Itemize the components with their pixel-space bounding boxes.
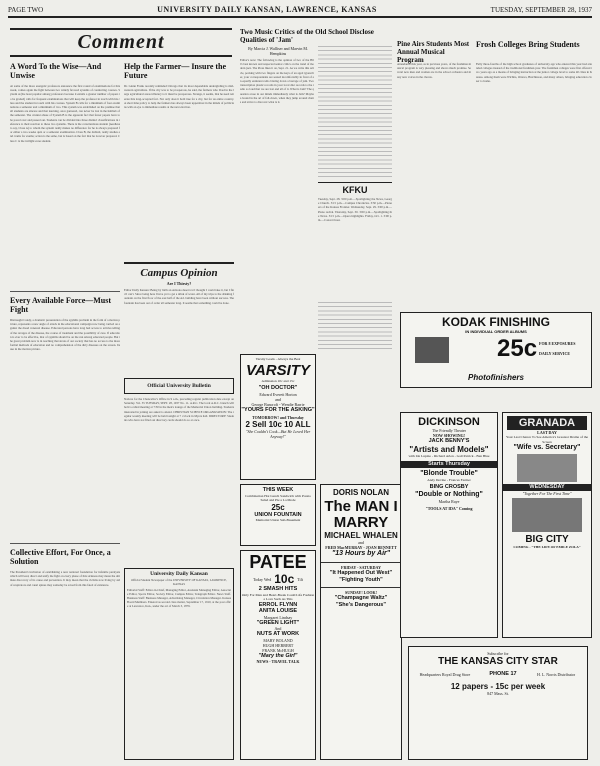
nolan-costar: MICHAEL WHALEN bbox=[324, 531, 398, 540]
varsity-name: VARSITY bbox=[246, 362, 310, 379]
granada-ad bbox=[502, 412, 592, 638]
dickinson-costar: Martha Raye bbox=[438, 498, 460, 504]
masthead-name: University Daily Kansan bbox=[150, 571, 208, 577]
patee-feature4: "Mary the Girl" bbox=[258, 652, 298, 659]
wise-headline: A Word To the Wise—And Unwise bbox=[10, 62, 102, 80]
kodak-photo bbox=[415, 337, 449, 363]
comment-banner bbox=[10, 28, 232, 57]
nolan-feature6: "She's Dangerous" bbox=[336, 601, 386, 608]
bulletin-body: Notices for the Chancellor's Office in 9 a.m., preceding regular publication date except on Saturday. Vol. 35 TUESDAY, SEPT. 28, 1937 No. 11. A.R.C. The local A.R.C. branch will hold a called meeting at 7:30 in the men's lounge of the Memorial Union building. Students interested in joining are asked to attend. CHRISTIAN SCIENCE ORGANIZATION: The regular weekly meeting will be held tonight at 7 o'clock in Myers hall. DIRECTORY: Students who have not filed out directory cards should do so at once. bbox=[124, 397, 234, 423]
collective-headline: Collective Effort, For Once, a Solution bbox=[10, 548, 111, 566]
patee-star1: ERROL FLYNN bbox=[258, 601, 298, 608]
grades-headline: Every Available Force—Must Fight bbox=[10, 296, 112, 314]
farmer-body: Dr. Glenn Frank recently reminded Chicago that its most dependable undergirding is mid-western agriculture. If the city was to be prosperous, he said, the farmers who lived in the large agricultural areas tributary to it must be prosperous. Strange, it seems, that he need reiterate this long-accepted fact. Not only does it hold true for a city, but for an entire country. A short time policy to help the farmers has always been uppermost in the minds of politicians with an eye to immediate results at the next election. bbox=[124, 84, 234, 110]
nolan-feature: The MAN I MARRY bbox=[324, 498, 398, 531]
nolan-feature5: "Champagne Waltz" bbox=[334, 595, 388, 601]
granada-studio: BIG CITY bbox=[525, 533, 569, 545]
nolan-sunday: SUNDAY! LOOK! bbox=[321, 587, 401, 595]
star-agent: H. L. Norris Distributor bbox=[536, 671, 576, 677]
nolan-feature4: "Fighting Youth" bbox=[339, 576, 383, 583]
varsity-admission: Admission 10c and 15c bbox=[261, 379, 295, 383]
comment-title: Comment bbox=[77, 31, 165, 53]
varsity-tag: Varsity Leads - Always the Best bbox=[255, 357, 301, 361]
varsity-star: Edward Everett Horton bbox=[259, 391, 297, 397]
kfku-title: KFKU bbox=[342, 185, 368, 195]
dickinson-tag: The Friendly Theater bbox=[432, 428, 466, 433]
star-title: THE KANSAS CITY STAR bbox=[438, 656, 558, 667]
dickinson-ad bbox=[400, 412, 498, 638]
masthead-box bbox=[124, 568, 234, 760]
music-body: Editor's note: The following is the opinion of two of the Hill's best known and respected senior critics on the trend of modern jazz. The Press likes it on, Sept. 21. As we write this article, pecking with two fingers on the keys of an aged typewriter, your correspondents are seated incomfortably in front of an equally endurant radio blaring down a barrage of jam. Two transcription plastic records in your local disc records to the radio so loud that we are lost and all of it. What is Jam? The question arose in our minds immediately what is Jam? Maybe a bound in the art of fall-down, when they jump around chairs and strive to discover what is it. bbox=[240, 58, 314, 105]
campus-opinion-banner bbox=[124, 262, 234, 282]
granada-wed: WEDNESDAY bbox=[503, 484, 591, 491]
star-phone: PHONE 17 bbox=[489, 671, 517, 677]
patee-feature3: NUTS AT WORK bbox=[256, 631, 300, 637]
kodak-brand: Photofinishers bbox=[467, 373, 524, 382]
kodak-ad bbox=[400, 312, 592, 388]
patee-star6: FRANK McHUGH bbox=[262, 647, 294, 653]
bulletin-title: Official University Bulletin bbox=[147, 382, 211, 389]
nolan-feature3: "It Happened Out West" bbox=[329, 570, 393, 576]
grades-body: Distraught Candy, a dramatic presentation of the syphilis problem in the form of a motion picture, represents a new angle of attack in the educational campaign now being carried on against the dread venereal disease. Educated persons have long had access to articles telling of the ravages of the disease, the course of treatment and the possibility of cure. If education is ever to be effective, that of syphilis should be on the run among educated people. But the great problem now is in reaching that strata of our society that has no access to the more formal methods of education and no comprehension of the dirty diseases on the screen. Its use in the motion picture. bbox=[10, 318, 120, 352]
patee-star2: ANITA LOUISE bbox=[258, 608, 298, 614]
dickinson-now: NOW SHOWING! bbox=[432, 433, 466, 438]
dickinson-coming: "TOOLS AT IDA" Coming bbox=[425, 505, 473, 511]
patee-feature2: "GREEN LIGHT" bbox=[256, 619, 300, 626]
granada-last: Your Last Chance To See America's Greatest Drama of the Screen bbox=[505, 435, 589, 444]
page-number: PAGE TWO bbox=[8, 5, 44, 14]
granada-feature2: "Together For The First Time" bbox=[522, 490, 572, 496]
kfku-body: Tuesday, Sept. 28. 3:00 p.m.—Spotlighting the News, George Church. 3:15 p.m.—Campus Chronicles. 3:30 p.m.—Pioneers of the Kansas Frontier. Wednesday, Sept. 29. 3:00 p.m.—Piano recital. Thursday, Sept. 30. 3:00 p.m.—Spotlighting the News. 3:15 p.m.—Opera highlights. Friday, Oct. 1. 3:00 p.m.—Concert hour. bbox=[318, 197, 392, 223]
issue-date: TUESDAY, SEPTEMBER 28, 1937 bbox=[490, 5, 592, 14]
dickinson-stars: Andy Devine - Frances Farmer bbox=[427, 477, 471, 482]
nolan-friday: FRIDAY - SATURDAY bbox=[321, 562, 401, 570]
varsity-feature2: "YOURS FOR THE ASKING" bbox=[241, 406, 315, 413]
varsity-prices: 2 Sell 10c 10 ALL bbox=[245, 420, 311, 429]
varsity-tomorrow: TOMORROW! and Thursday bbox=[252, 415, 304, 420]
union-price: 25c bbox=[271, 502, 285, 512]
kodak-sub: IN INDIVIDUAL ORDER ALBUMS bbox=[465, 329, 527, 334]
music-headline: Two Music Critics of the Old School Disclose Qualities of 'Jam' bbox=[240, 28, 374, 44]
nolan-and: and bbox=[358, 540, 364, 545]
star-subscribe: Subscribe for bbox=[487, 651, 509, 656]
dickinson-cast: with Ida Lupino - Richard Arlen - Gail Patrick - Ben Blue bbox=[408, 453, 490, 458]
granada-today: LAST DAY bbox=[537, 430, 557, 435]
patee-and: And bbox=[274, 626, 282, 631]
masthead-title: UNIVERSITY DAILY KANSAN, LAWRENCE, KANSAS bbox=[157, 5, 377, 14]
masthead-body: Editorial Staff: Editor-in-Chief, Managing Editor, Assistant Managing Editor, Associate Editor, Sports Editor, Society Editor, Campus Editor, Telegraph Editor. News Staff. Business Staff: Business Manager, Advertising Manager, Circulation Manager. Kansas Board Members. Entered as second class matter, September 17, 1910, at the post office at Lawrence, Kan., under the act of March 3, 1879. bbox=[127, 587, 231, 609]
music-byline: By Marcia J. Walliser and Marvin M. Hempkins bbox=[248, 46, 308, 56]
press-body: Attendance this year, as in previous years, of the freshman musical program is very pleasing and shows much promise. Several new men and women are in the school orchestra and many new voices in the chorus. bbox=[397, 62, 471, 79]
nolan-star: DORIS NOLAN bbox=[333, 488, 389, 497]
dickinson-starts: Starts Thursday bbox=[401, 461, 497, 468]
divider bbox=[10, 543, 120, 544]
music-continued-text-2 bbox=[318, 302, 392, 352]
dickinson-feature: "Artists and Models" bbox=[409, 444, 489, 454]
campus-opinion-subtitle: Are I Thirsty? bbox=[166, 281, 192, 286]
collective-body: The President's invitation of establishing a new national foundation for infantile paralysis which will lead, direct and unify the fight on every phase of this sickness may mean the ultimate discovery of its cause and prevention. It may mean that the victims now living by aid of respirators and canal spines may someday be saved from this fated of existence. bbox=[10, 570, 120, 587]
dickinson-star2: BING CROSBY bbox=[429, 484, 469, 490]
union-title: THIS WEEK bbox=[262, 487, 294, 493]
varsity-and: and bbox=[275, 396, 281, 402]
patee-news: NEWS - TRAVEL TALK bbox=[256, 659, 300, 664]
masthead-sub: Official Student Newspaper of the UNIVERSITY OF KANSAS, LAWRENCE, KANSAS bbox=[131, 577, 227, 586]
frosh-body: Fully three-fourths of the high school graduates of university age who entered this year had attended colleges instead of the traditional freshman year. The freshman colleges were first offered two years ago as a means of bringing instruction at the junior college level to some 40 cities in Kansas. Among them were Wichita, Ottawa, Hutchinson, and many others, bringing education closer to home. bbox=[476, 62, 592, 83]
patee-tagline: Only For Men and Heart-Break Could Life Fashion a Love Such As This bbox=[241, 592, 315, 601]
kfku-schedule bbox=[318, 182, 392, 299]
campus-opinion-title: Campus Opinion bbox=[140, 267, 218, 279]
patee-tag: Today Wed bbox=[253, 576, 272, 582]
patee-price2: Tilt bbox=[297, 576, 303, 582]
star-address: 847 Mass. St. bbox=[487, 690, 509, 696]
kodak-service: DAILY SERVICE bbox=[539, 351, 571, 356]
patee-sub: 2 SMASH HITS bbox=[258, 586, 298, 592]
varsity-feature: "OH DOCTOR" bbox=[258, 385, 298, 391]
union-location: Memorial Union Sub-Basement bbox=[255, 518, 301, 522]
patee-star5: HUGH HERBERT bbox=[262, 642, 294, 648]
granada-photo bbox=[517, 454, 577, 482]
dickinson-feature2: "Blonde Trouble" bbox=[420, 469, 478, 477]
dickinson-name: DICKINSON bbox=[418, 416, 480, 428]
campus-opinion-body: Editor Daily Kansan: Being by birth an Arizona desert rat I thought I could take it, but I find I can't. Since being here I have yet to get a drink of water. All of my trips to the drinking fountain on the first floor of the east half of the Ad. building have been without success. The fountain has been out of order all semester long. It seems that something could be done. bbox=[124, 288, 234, 305]
nolan-feature2: "13 Hours by Air" bbox=[331, 550, 391, 557]
varsity-cast: George Bancroft - Wendie Barrie bbox=[251, 401, 305, 407]
granada-name: GRANADA bbox=[507, 416, 587, 430]
patee-star4: MARY BOLAND bbox=[263, 637, 293, 643]
granada-photo-2 bbox=[512, 498, 582, 532]
patee-ad bbox=[240, 550, 316, 760]
star-price: 12 papers - 15c per week bbox=[450, 681, 546, 691]
bulletin-banner bbox=[124, 378, 234, 394]
farmer-headline: Help the Farmer— Insure the Future bbox=[124, 62, 227, 80]
union-fountain-ad bbox=[240, 484, 316, 546]
union-name: UNION FOUNTAIN bbox=[254, 511, 302, 518]
star-hq: Headquarters Royal Drug Store bbox=[419, 671, 471, 677]
kc-star-ad bbox=[408, 646, 588, 760]
press-headline: Pine Airs Students Most Annual Musical Program bbox=[397, 40, 470, 64]
kodak-price: 25c bbox=[497, 335, 538, 362]
union-sub: Combination Hot Lunch Sandwich with Potato Salad and Pie a La Mode bbox=[245, 493, 311, 502]
kodak-exposures: FOR 8 EXPOSURES bbox=[539, 341, 576, 346]
patee-price: 10c bbox=[274, 572, 295, 586]
frosh-headline: Frosh Colleges Bring Students bbox=[476, 40, 580, 49]
varsity-feature3: "She Couldn't Cook—But He Loved Her Anyway!" bbox=[245, 429, 311, 439]
page-header bbox=[8, 3, 592, 18]
divider bbox=[10, 291, 120, 292]
granada-coming: COMING - "THE LIFE OF EMILE ZOLA" bbox=[513, 544, 581, 549]
dickinson-star: JACK BENNY'S bbox=[428, 438, 470, 444]
nolan-ad bbox=[320, 484, 402, 760]
music-continued-text bbox=[318, 46, 392, 178]
varsity-ad bbox=[240, 354, 316, 480]
patee-name: PATEE bbox=[249, 552, 307, 572]
patee-star3: Margaret Lindsay bbox=[263, 614, 293, 620]
wise-body: At some of the more energetic professors announce the first round of examinations for this week, comes again the fight between two widely favored systems of conducting courses. System A (the least popular among professors because it entails a greater number of papers to be graded) calls for frequent examinations that will keep the professor in touch with his class and the student in touch with his courses. System B calls for a minimum of four examinations a semester and a minimum of two. This system was established on the premise that all students are sincere and that learning, once garnered, can never be lost in the hubbub of the semester. The crudest abuse of System B is the apparent fact that fewer papers have to be pored over and passed out. Students can be divided into three distinct classifications in reference to their reaction to these two systems. There is the conscientious student (needless to say, Class A) to whom the system really makes no difference for he is always prepared for either a two-weeks quiz or a semester examination. Class B, the dullard, really studies and crams for exams; action is the same, but is based on the fact that he is never prepared. Class C is the twilight zone student. bbox=[10, 84, 120, 143]
dickinson-feature3: "Double or Nothing" bbox=[415, 490, 483, 498]
granada-feature: "Wife vs. Secretary" bbox=[513, 444, 581, 451]
kodak-title: KODAK FINISHING bbox=[442, 315, 550, 329]
nolan-star2: FRED MacMURRAY - JOAN BENNETT bbox=[325, 545, 397, 550]
